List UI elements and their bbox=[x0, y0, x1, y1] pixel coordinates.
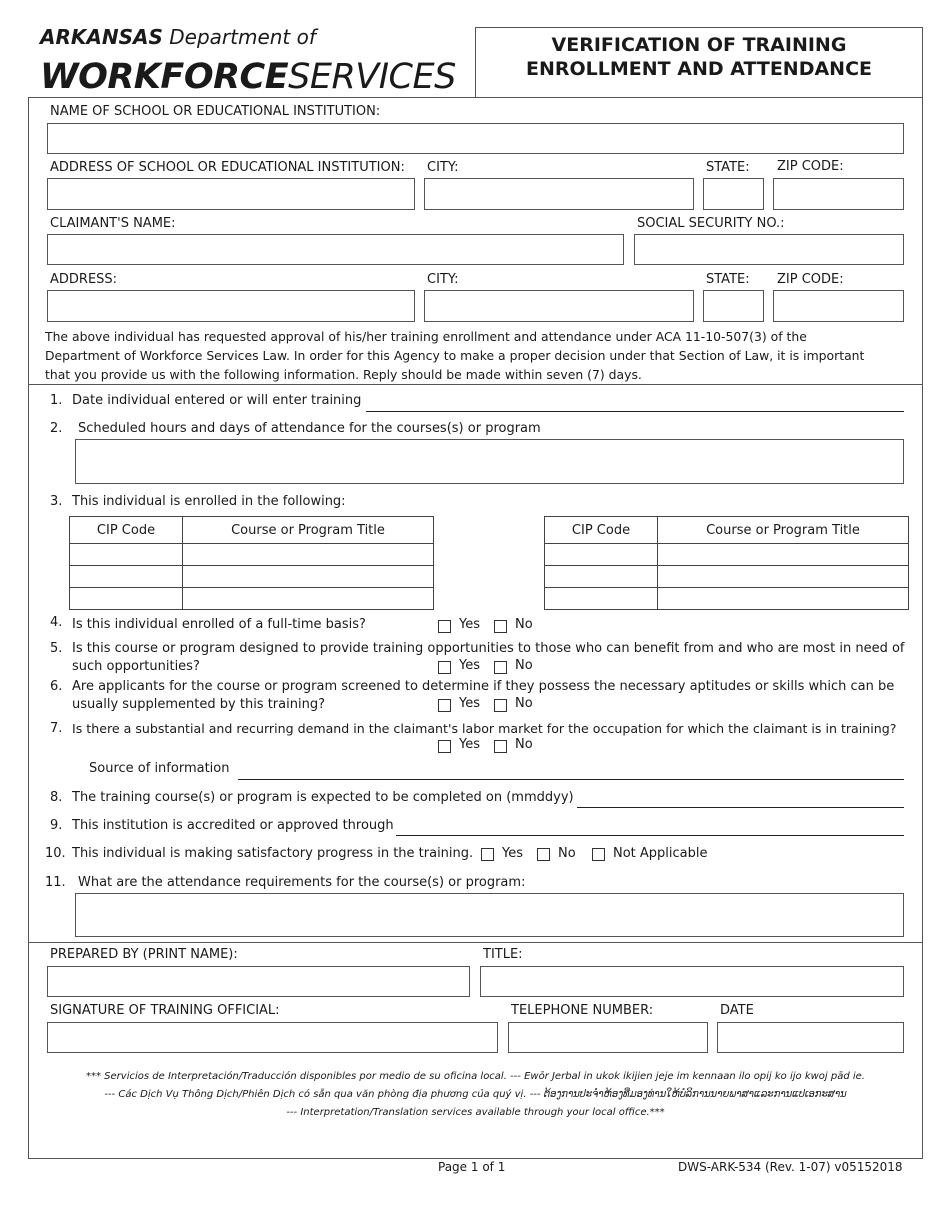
title-label: TITLE: bbox=[483, 947, 523, 962]
q11-number: 11. bbox=[45, 875, 66, 890]
claimant-name-label: CLAIMANT'S NAME: bbox=[50, 216, 176, 231]
prepared-by-field[interactable] bbox=[47, 966, 470, 997]
q3-number: 3. bbox=[50, 494, 63, 509]
cip-code-header: CIP Code bbox=[70, 517, 183, 544]
q2-answer-box[interactable] bbox=[75, 439, 904, 484]
q10-na-checkbox[interactable] bbox=[592, 848, 605, 861]
q11-answer-box[interactable] bbox=[75, 893, 904, 937]
logo-state: ARKANSAS bbox=[40, 25, 163, 49]
ssn-label: SOCIAL SECURITY NO.: bbox=[637, 216, 785, 231]
q10-number: 10. bbox=[45, 846, 66, 861]
interpretation-notice bbox=[28, 1068, 923, 1122]
cip-code-cell[interactable] bbox=[545, 544, 658, 566]
school-city-label: CITY: bbox=[427, 160, 459, 175]
course-title-cell[interactable] bbox=[658, 566, 909, 588]
q6-no-label: No bbox=[515, 696, 533, 711]
q5-no-label: No bbox=[515, 658, 533, 673]
logo-dept: Department of bbox=[169, 25, 316, 49]
intro-line-2: Department of Workforce Services Law. In order for this Agency to make a proper decision under that Section of Law, it is important bbox=[45, 348, 865, 363]
school-name-field[interactable] bbox=[47, 123, 904, 154]
telephone-label: TELEPHONE NUMBER: bbox=[511, 1003, 654, 1018]
title-field[interactable] bbox=[480, 966, 904, 997]
claimant-city-field[interactable] bbox=[424, 290, 694, 322]
q10-yes-label: Yes bbox=[502, 846, 523, 861]
q4-yes-checkbox[interactable] bbox=[438, 620, 451, 633]
signature-field[interactable] bbox=[47, 1022, 498, 1053]
telephone-field[interactable] bbox=[508, 1022, 708, 1053]
q10-no-label: No bbox=[558, 846, 576, 861]
q9-number: 9. bbox=[50, 818, 63, 833]
q6-no-checkbox[interactable] bbox=[494, 699, 507, 712]
q10-no-checkbox[interactable] bbox=[537, 848, 550, 861]
logo-workforce: WORKFORCE bbox=[40, 57, 289, 97]
claimant-state-label: STATE: bbox=[706, 272, 750, 287]
q10-na-label: Not Applicable bbox=[613, 846, 708, 861]
q4-number: 4. bbox=[50, 615, 63, 630]
notice-line-2: --- Các Dịch Vụ Thông Dịch/Phiên Dịch có sẵn qua văn phòng địa phương của quý vị. --- ຕ້ອງການປະຈໍາຫ້ອງທີ່ມອງທ່ານໃຫ້ບໍລິການນາຍພາສາແລະການແປເອກະສານ bbox=[104, 1089, 847, 1100]
q2-text: Scheduled hours and days of attendance for the courses(s) or program bbox=[78, 421, 541, 436]
q5-no-checkbox[interactable] bbox=[494, 661, 507, 674]
course-title-header: Course or Program Title bbox=[183, 517, 434, 544]
intro-line-3: that you provide us with the following information. Reply should be made within seven (7) days. bbox=[45, 367, 642, 382]
intro-line-1: The above individual has requested approval of his/her training enrollment and attendance under ACA 11-10-507(3) of the bbox=[45, 329, 807, 344]
q6-yes-label: Yes bbox=[459, 696, 480, 711]
q5-text-line2: such opportunities? bbox=[72, 659, 200, 674]
q5-yes-label: Yes bbox=[459, 658, 480, 673]
logo-services: SERVICES bbox=[288, 57, 456, 97]
q5-number: 5. bbox=[50, 641, 63, 656]
q8-text: The training course(s) or program is expected to be completed on (mmddyy) bbox=[72, 790, 574, 805]
cip-code-cell[interactable] bbox=[545, 588, 658, 610]
date-label: DATE bbox=[720, 1003, 754, 1018]
table-row bbox=[70, 566, 434, 588]
course-title-cell[interactable] bbox=[658, 588, 909, 610]
q8-number: 8. bbox=[50, 790, 63, 805]
table-row bbox=[70, 588, 434, 610]
claimant-zip-label: ZIP CODE: bbox=[777, 272, 844, 287]
q5-yes-checkbox[interactable] bbox=[438, 661, 451, 674]
q6-number: 6. bbox=[50, 679, 63, 694]
agency-logo bbox=[40, 25, 460, 97]
cip-code-cell[interactable] bbox=[545, 566, 658, 588]
table-row bbox=[545, 544, 909, 566]
q11-text: What are the attendance requirements for the course(s) or program: bbox=[78, 875, 526, 890]
school-state-field[interactable] bbox=[703, 178, 764, 210]
claimant-address-field[interactable] bbox=[47, 290, 415, 322]
claimant-name-field[interactable] bbox=[47, 234, 624, 265]
q5-text-line1: Is this course or program designed to provide training opportunities to those who can benefit from and who are most in need of bbox=[72, 641, 905, 656]
date-field[interactable] bbox=[717, 1022, 904, 1053]
q6-text-line1: Are applicants for the course or program screened to determine if they possess the necessary aptitudes or skills which can be bbox=[72, 679, 895, 694]
q6-text-line2: usually supplemented by this training? bbox=[72, 697, 325, 712]
q9-answer-line[interactable] bbox=[396, 835, 904, 836]
claimant-state-field[interactable] bbox=[703, 290, 764, 322]
q7-no-label: No bbox=[515, 737, 533, 752]
q3-text: This individual is enrolled in the following: bbox=[72, 494, 346, 509]
cip-code-cell[interactable] bbox=[70, 544, 183, 566]
signoff-divider bbox=[28, 942, 923, 943]
table-row bbox=[70, 544, 434, 566]
q4-no-checkbox[interactable] bbox=[494, 620, 507, 633]
school-address-label: ADDRESS OF SCHOOL OR EDUCATIONAL INSTITUTION: bbox=[50, 160, 405, 175]
table-row bbox=[545, 566, 909, 588]
intro-paragraph bbox=[45, 327, 864, 384]
ssn-field[interactable] bbox=[634, 234, 904, 265]
q6-yes-checkbox[interactable] bbox=[438, 699, 451, 712]
cip-code-header: CIP Code bbox=[545, 517, 658, 544]
school-city-field[interactable] bbox=[424, 178, 694, 210]
q9-text: This institution is accredited or approved through bbox=[72, 818, 394, 833]
q10-text: This individual is making satisfactory progress in the training. bbox=[72, 846, 474, 861]
claimant-zip-field[interactable] bbox=[773, 290, 904, 322]
table-row bbox=[545, 588, 909, 610]
school-zip-field[interactable] bbox=[773, 178, 904, 210]
course-title-cell[interactable] bbox=[183, 588, 434, 610]
q1-answer-line[interactable] bbox=[366, 411, 904, 412]
prepared-by-label: PREPARED BY (PRINT NAME): bbox=[50, 947, 238, 962]
q7-text: Is there a substantial and recurring demand in the claimant's labor market for the occupation for which the claimant is in training? bbox=[72, 721, 897, 736]
q7-source-label: Source of information bbox=[89, 761, 230, 776]
claimant-city-label: CITY: bbox=[427, 272, 459, 287]
q7-number: 7. bbox=[50, 721, 63, 736]
school-state-label: STATE: bbox=[706, 160, 750, 175]
q4-no-label: No bbox=[515, 617, 533, 632]
claimant-address-label: ADDRESS: bbox=[50, 272, 118, 287]
course-title-cell[interactable] bbox=[658, 544, 909, 566]
q10-yes-checkbox[interactable] bbox=[481, 848, 494, 861]
signature-label: SIGNATURE OF TRAINING OFFICIAL: bbox=[50, 1003, 280, 1018]
q7-yes-label: Yes bbox=[459, 737, 480, 752]
q2-number: 2. bbox=[50, 421, 63, 436]
form-title-box bbox=[475, 27, 923, 97]
course-title-cell[interactable] bbox=[183, 566, 434, 588]
school-address-field[interactable] bbox=[47, 178, 415, 210]
section-divider bbox=[28, 384, 923, 385]
course-title-header: Course or Program Title bbox=[658, 517, 909, 544]
form-title-line1: VERIFICATION OF TRAINING bbox=[551, 34, 847, 56]
school-name-label: NAME OF SCHOOL OR EDUCATIONAL INSTITUTION: bbox=[50, 104, 381, 119]
q7-no-checkbox[interactable] bbox=[494, 740, 507, 753]
q8-answer-line[interactable] bbox=[577, 807, 904, 808]
form-title-line2: ENROLLMENT AND ATTENDANCE bbox=[526, 58, 872, 80]
cip-table-right bbox=[544, 516, 909, 610]
q1-number: 1. bbox=[50, 393, 63, 408]
notice-line-1: *** Servicios de Interpretación/Traducción disponibles por medio de su oficina local. --- Ewōr Jerbal in ukok ikijien jeje im kennaan ilo opij ko ijo kwoj pād ie. bbox=[86, 1071, 865, 1082]
form-id: DWS-ARK-534 (Rev. 1-07) v05152018 bbox=[678, 1160, 903, 1174]
cip-code-cell[interactable] bbox=[70, 588, 183, 610]
cip-code-cell[interactable] bbox=[70, 566, 183, 588]
q7-yes-checkbox[interactable] bbox=[438, 740, 451, 753]
q4-yes-label: Yes bbox=[459, 617, 480, 632]
q1-text: Date individual entered or will enter training bbox=[72, 393, 362, 408]
cip-table-left bbox=[69, 516, 434, 610]
q4-text: Is this individual enrolled of a full-time basis? bbox=[72, 617, 366, 632]
page-number: Page 1 of 1 bbox=[438, 1160, 506, 1174]
q7-source-line[interactable] bbox=[238, 779, 904, 780]
school-zip-label: ZIP CODE: bbox=[777, 159, 844, 174]
notice-line-3: --- Interpretation/Translation services available through your local office.*** bbox=[286, 1107, 665, 1118]
course-title-cell[interactable] bbox=[183, 544, 434, 566]
